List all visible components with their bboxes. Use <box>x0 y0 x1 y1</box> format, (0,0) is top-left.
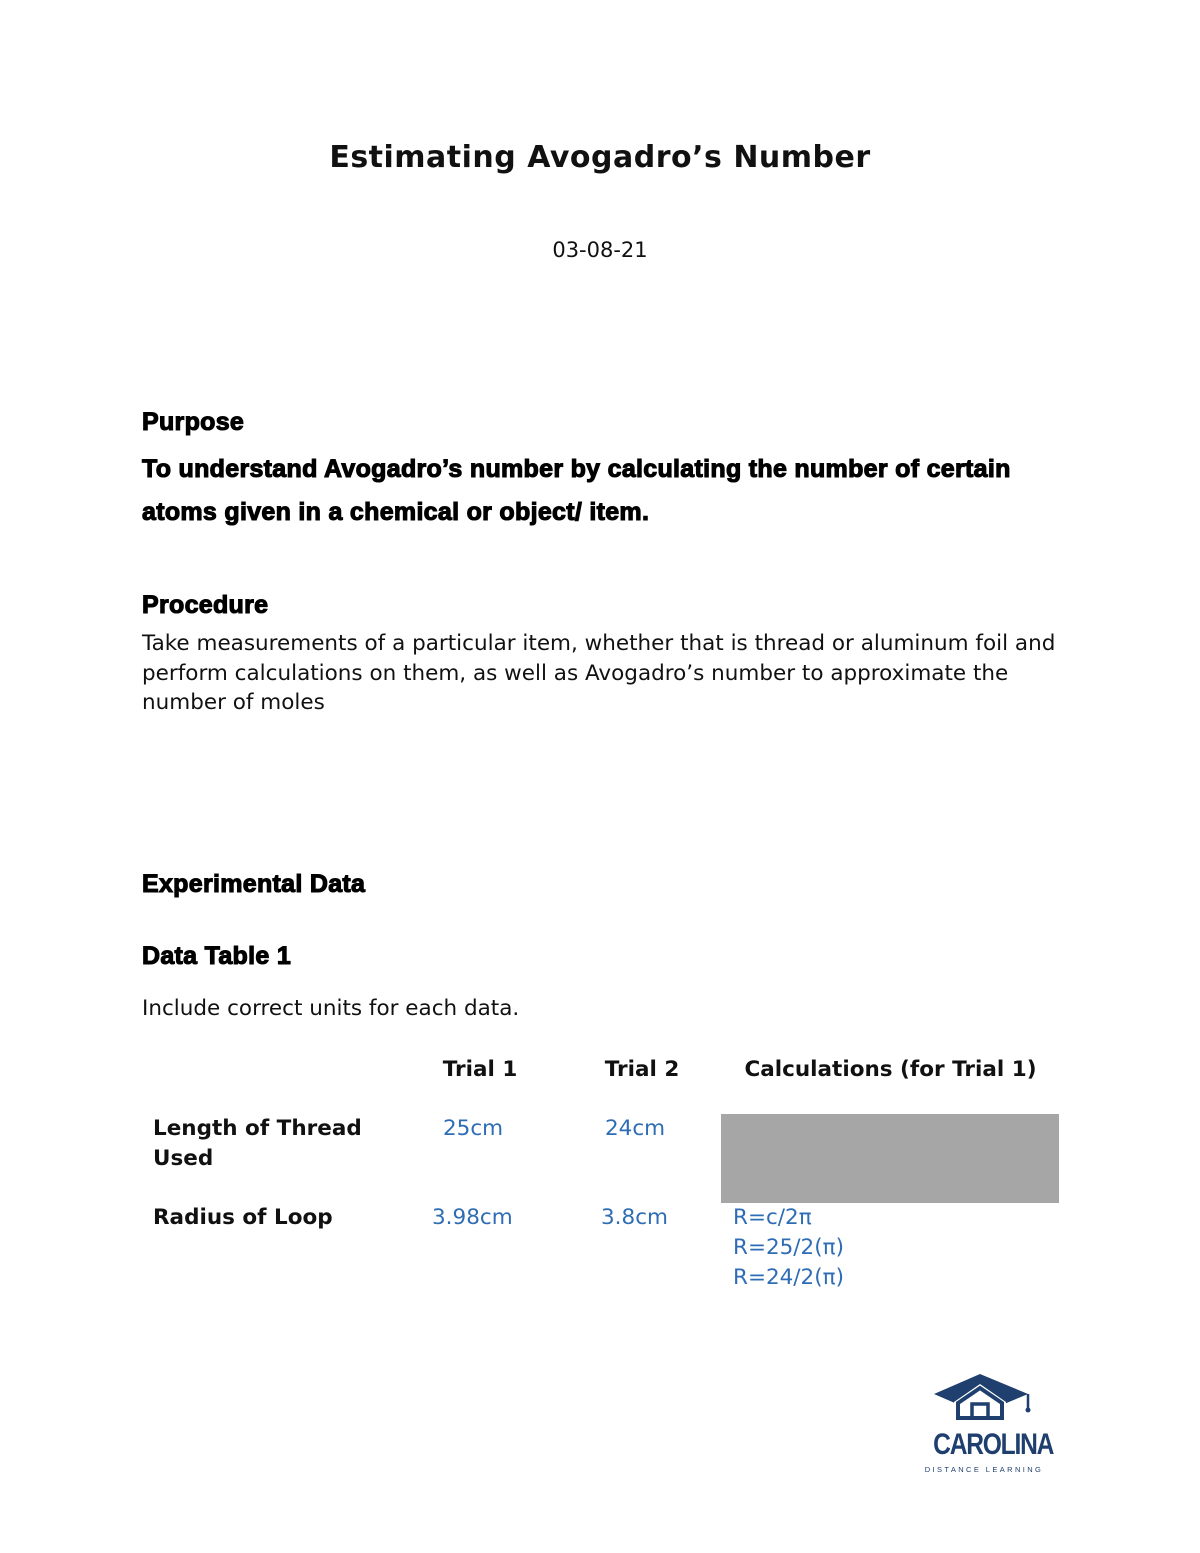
calculation-line: R=c/2π <box>733 1205 812 1230</box>
calculation-line: R=24/2(π) <box>733 1265 844 1290</box>
data-table-heading: Data Table 1 <box>142 942 292 970</box>
units-note: Include correct units for each data. <box>142 996 520 1021</box>
loop-radius-trial-1: 3.98cm <box>432 1205 513 1230</box>
column-header-calculations: Calculations (for Trial 1) <box>744 1057 1037 1082</box>
thread-length-trial-1: 25cm <box>443 1116 504 1141</box>
document-title: Estimating Avogadro’s Number <box>329 140 871 175</box>
procedure-text: Take measurements of a particular item, whether that is thread or aluminum foil and perform calculations on them, as well as Avogadro’s number to approximate the number of moles <box>142 631 1056 715</box>
experimental-data-heading: Experimental Data <box>142 870 366 898</box>
loop-radius-calculations <box>733 1203 844 1293</box>
column-header-trial-1: Trial 1 <box>442 1057 518 1082</box>
column-header-trial-2: Trial 2 <box>604 1057 680 1082</box>
procedure-heading: Procedure <box>142 591 269 619</box>
logo-wordmark: CAROLINA <box>933 1428 1054 1461</box>
document-date: 03-08-21 <box>552 238 648 262</box>
logo-tagline: DISTANCE LEARNING <box>924 1465 1044 1474</box>
carolina-logo <box>922 1372 1052 1482</box>
row-label-loop-radius: Radius of Loop <box>153 1205 333 1230</box>
purpose-heading: Purpose <box>142 408 245 436</box>
purpose-text: To understand Avogadro’s number by calculating the number of certain atoms given in a chemical or object/ item. <box>142 455 1011 526</box>
redacted-calculation-block <box>721 1114 1059 1203</box>
calculation-line: R=25/2(π) <box>733 1235 844 1260</box>
thread-length-trial-2: 24cm <box>605 1116 666 1141</box>
row-label-thread-length: Length of Thread Used <box>153 1116 362 1171</box>
loop-radius-trial-2: 3.8cm <box>601 1205 668 1230</box>
